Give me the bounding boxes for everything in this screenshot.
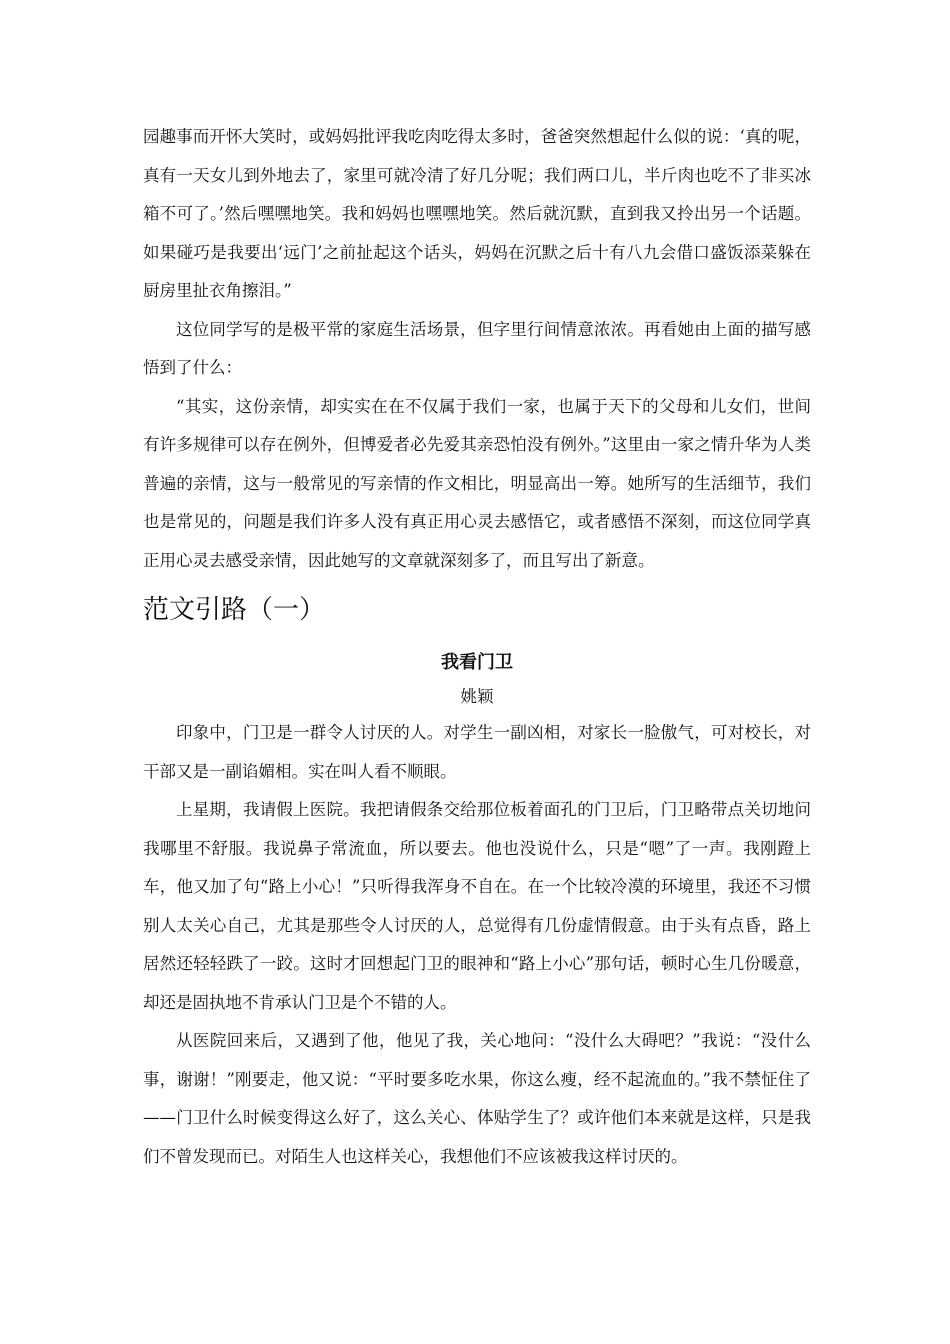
paragraph-commentary-1: 这位同学写的是极平常的家庭生活场景，但字里行间情意浓浓。再看她由上面的描写感悟到了什么： xyxy=(143,319,811,377)
essay-paragraph-3: 从医院回来后，又遇到了他，他见了我，关心地问：“没什么大碍吧？”我说：“没什么事，谢谢！”刚要走，他又说：“平时要多吃水果，你这么瘦，经不起流血的。”我不禁怔住了——门卫什么时候变得这么好了，这么关心、体贴学生了？或许他们本来就是这样，只是我们不曾发现而已。对陌生人也这样关心，我想他们不应该被我这样讨厌的。 xyxy=(143,1031,811,1166)
essay-author: 姚颖 xyxy=(460,687,494,706)
paragraph-commentary-2: “其实，这份亲情，却实实在在不仅属于我们一家，也属于天下的父母和儿女们，世间有许多规律可以存在例外，但博爱者必先爱其亲恐怕没有例外。”这里由一家之情升华为人类普遍的亲情，这与一般常见的写亲情的作文相比，明显高出一筹。她所写的生活细节，我们也是常见的，问题是我们许多人没有真正用心灵去感悟它，或者感悟不深刻，而这位同学真正用心灵去感受亲情，因此她写的文章就深刻多了，而且写出了新意。 xyxy=(143,396,811,570)
essay-title: 我看门卫 xyxy=(441,652,513,673)
essay-paragraph-1: 印象中，门卫是一群令人讨厌的人。对学生一副凶相，对家长一脸傲气，可对校长，对干部又是一副谄媚相。实在叫人看不顺眼。 xyxy=(143,723,811,781)
section-heading: 范文引路（一） xyxy=(143,595,326,625)
document-page xyxy=(143,118,811,1176)
paragraph-continued-quote: 园趣事而开怀大笑时，或妈妈批评我吃肉吃得太多时，爸爸突然想起什么似的说：‘真的呢，真有一天女儿到外地去了，家里可就冷清了好几分呢；我们两口儿，半斤肉也吃不了非买冰箱不可了。’然后嘿嘿地笑。我和妈妈也嘿嘿地笑。然后就沉默，直到我又拎出另一个话题。如果碰巧是我要出‘远门’之前扯起这个话头，妈妈在沉默之后十有八九会借口盛饭添菜躲在厨房里扯衣角擦泪。” xyxy=(143,127,811,300)
essay-paragraph-2: 上星期，我请假上医院。我把请假条交给那位板着面孔的门卫后，门卫略带点关切地问我哪里不舒服。我说鼻子常流血，所以要去。他也没说什么，只是“嗯”了一声。我刚蹬上车，他又加了句“路上小心！”只听得我浑身不自在。在一个比较冷漠的环境里，我还不习惯别人太关心自己，尤其是那些令人讨厌的人，总觉得有几份虚情假意。由于头有点昏，路上居然还轻轻跌了一跤。这时才回想起门卫的眼神和“路上小心”那句话，顿时心生几份暖意，却还是固执地不肯承认门卫是个不错的人。 xyxy=(143,800,811,1012)
